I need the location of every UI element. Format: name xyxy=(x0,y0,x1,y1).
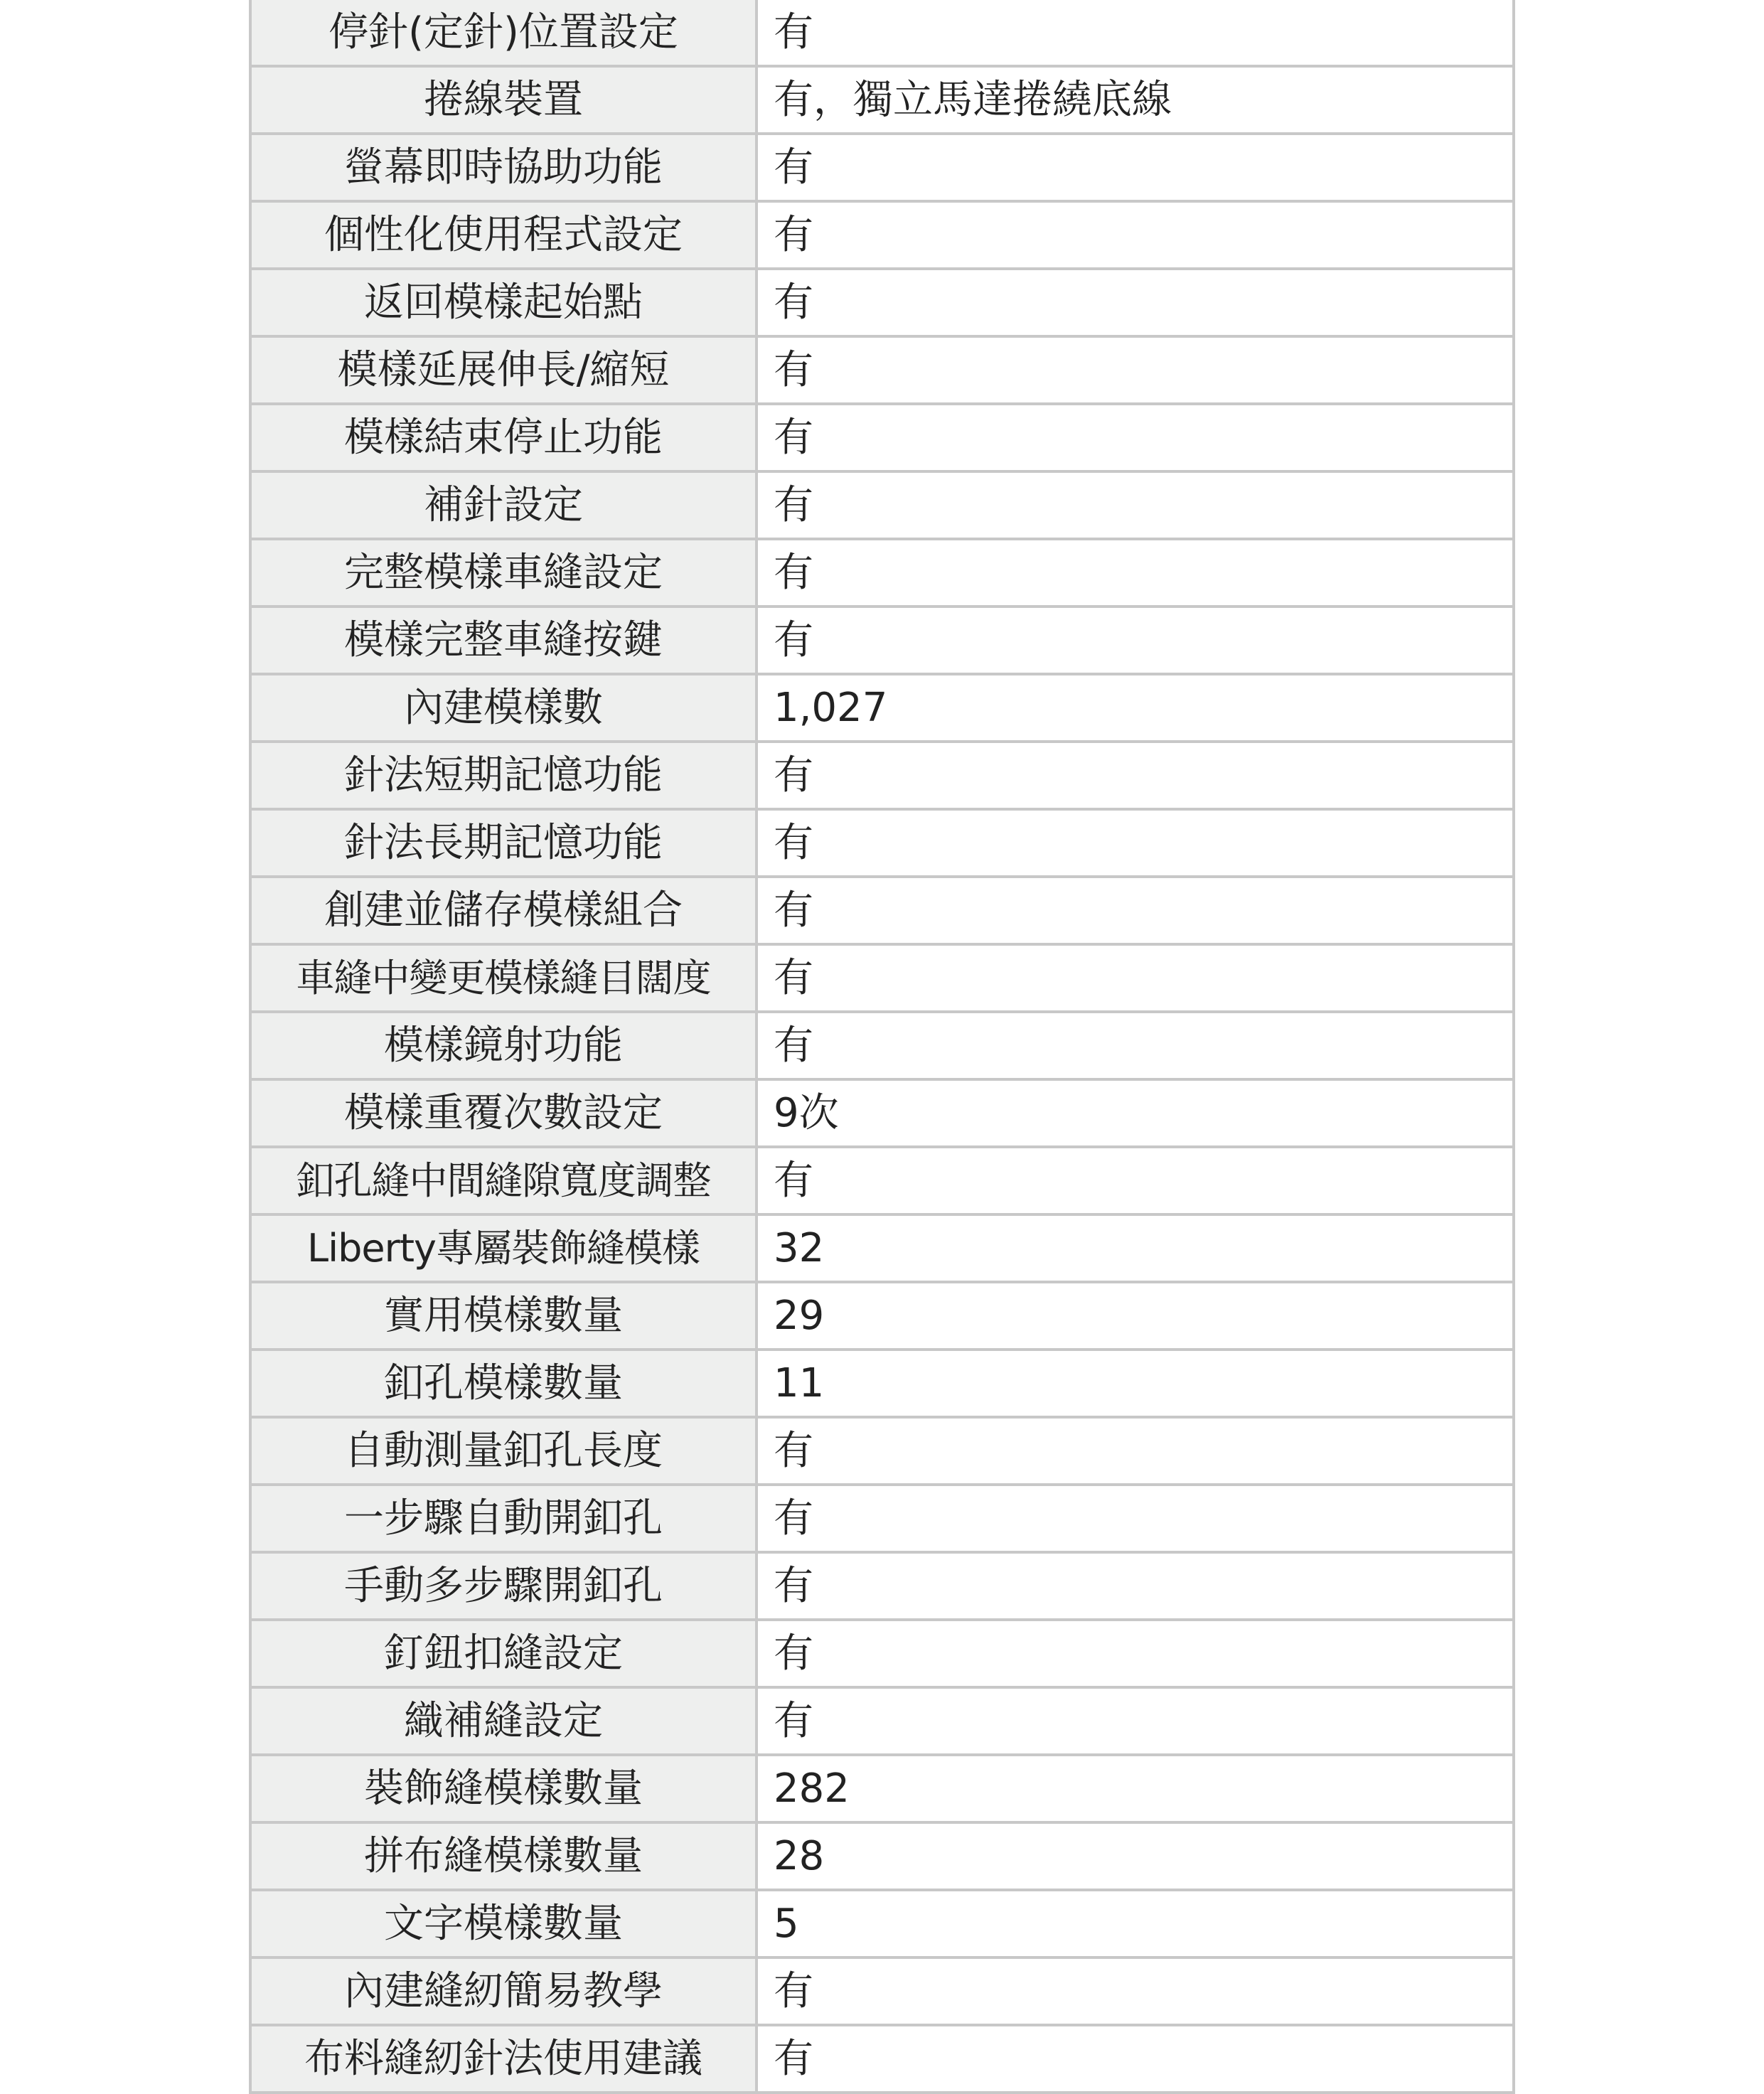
spec-label: 自動測量釦孔長度 xyxy=(250,1417,757,1485)
table-row xyxy=(250,1890,1514,1957)
table-row xyxy=(250,1485,1514,1552)
table-row xyxy=(250,2025,1514,2093)
table-row xyxy=(250,134,1514,201)
spec-label: 返回模樣起始點 xyxy=(250,269,757,336)
table-row xyxy=(250,1079,1514,1147)
table-row xyxy=(250,1822,1514,1890)
table-row xyxy=(250,742,1514,809)
table-row xyxy=(250,336,1514,404)
spec-label: 釦孔縫中間縫隙寬度調整 xyxy=(250,1147,757,1214)
table-row xyxy=(250,471,1514,539)
spec-label: 停針(定針)位置設定 xyxy=(250,0,757,66)
spec-label: 織補縫設定 xyxy=(250,1687,757,1755)
spec-label: 模樣重覆次數設定 xyxy=(250,1079,757,1147)
spec-value: 有 xyxy=(757,1552,1514,1620)
spec-value: 有 xyxy=(757,471,1514,539)
spec-value: 有 xyxy=(757,336,1514,404)
spec-label: Liberty專屬裝飾縫模樣 xyxy=(250,1214,757,1282)
spec-label: 布料縫紉針法使用建議 xyxy=(250,2025,757,2093)
spec-value: 有 xyxy=(757,1012,1514,1079)
spec-value: 有 xyxy=(757,1147,1514,1214)
spec-label: 手動多步驟開釦孔 xyxy=(250,1552,757,1620)
spec-value: 有 xyxy=(757,1957,1514,2025)
spec-value: 282 xyxy=(757,1755,1514,1822)
table-row xyxy=(250,1214,1514,1282)
spec-value: 有 xyxy=(757,944,1514,1012)
spec-value: 有 xyxy=(757,2025,1514,2093)
table-row xyxy=(250,1417,1514,1485)
spec-value: 有 xyxy=(757,809,1514,877)
spec-value: 29 xyxy=(757,1282,1514,1350)
spec-value: 有 xyxy=(757,0,1514,66)
spec-value: 有 xyxy=(757,1417,1514,1485)
spec-value: 有 xyxy=(757,1620,1514,1687)
table-row xyxy=(250,1350,1514,1417)
table-row xyxy=(250,539,1514,607)
table-row xyxy=(250,1552,1514,1620)
spec-value: 1,027 xyxy=(757,674,1514,742)
spec-label: 實用模樣數量 xyxy=(250,1282,757,1350)
spec-label: 模樣延展伸長/縮短 xyxy=(250,336,757,404)
spec-label: 模樣結束停止功能 xyxy=(250,404,757,471)
table-row xyxy=(250,1012,1514,1079)
spec-label: 針法長期記憶功能 xyxy=(250,809,757,877)
table-row xyxy=(250,1147,1514,1214)
spec-label: 完整模樣車縫設定 xyxy=(250,539,757,607)
table-row xyxy=(250,1620,1514,1687)
spec-value: 有 xyxy=(757,1687,1514,1755)
spec-value: 11 xyxy=(757,1350,1514,1417)
spec-label: 內建縫紉簡易教學 xyxy=(250,1957,757,2025)
spec-value: 9次 xyxy=(757,1079,1514,1147)
spec-table xyxy=(249,0,1515,2094)
spec-value: 5 xyxy=(757,1890,1514,1957)
spec-value: 有 xyxy=(757,134,1514,201)
spec-value: 有 xyxy=(757,404,1514,471)
spec-value: 有 xyxy=(757,877,1514,944)
table-row xyxy=(250,944,1514,1012)
table-row xyxy=(250,1687,1514,1755)
table-row xyxy=(250,201,1514,269)
spec-value: 有 xyxy=(757,607,1514,674)
spec-value: 有 xyxy=(757,742,1514,809)
table-row xyxy=(250,404,1514,471)
spec-label: 裝飾縫模樣數量 xyxy=(250,1755,757,1822)
spec-table-body xyxy=(250,0,1514,2093)
table-row xyxy=(250,809,1514,877)
spec-label: 釦孔模樣數量 xyxy=(250,1350,757,1417)
spec-value: 有 xyxy=(757,269,1514,336)
spec-label: 文字模樣數量 xyxy=(250,1890,757,1957)
spec-label: 模樣鏡射功能 xyxy=(250,1012,757,1079)
spec-value: 有，獨立馬達捲繞底線 xyxy=(757,66,1514,134)
spec-value: 有 xyxy=(757,1485,1514,1552)
spec-label: 車縫中變更模樣縫目闊度 xyxy=(250,944,757,1012)
table-row xyxy=(250,1957,1514,2025)
table-row xyxy=(250,674,1514,742)
spec-label: 一步驟自動開釦孔 xyxy=(250,1485,757,1552)
spec-value: 有 xyxy=(757,201,1514,269)
spec-label: 釘鈕扣縫設定 xyxy=(250,1620,757,1687)
spec-label: 針法短期記憶功能 xyxy=(250,742,757,809)
spec-value: 32 xyxy=(757,1214,1514,1282)
spec-label: 螢幕即時協助功能 xyxy=(250,134,757,201)
spec-label: 個性化使用程式設定 xyxy=(250,201,757,269)
table-row xyxy=(250,0,1514,66)
spec-label: 補針設定 xyxy=(250,471,757,539)
table-row xyxy=(250,877,1514,944)
table-row xyxy=(250,1755,1514,1822)
spec-label: 內建模樣數 xyxy=(250,674,757,742)
spec-value: 有 xyxy=(757,539,1514,607)
table-row xyxy=(250,269,1514,336)
spec-label: 拼布縫模樣數量 xyxy=(250,1822,757,1890)
table-row xyxy=(250,607,1514,674)
table-row xyxy=(250,66,1514,134)
spec-label: 模樣完整車縫按鍵 xyxy=(250,607,757,674)
spec-value: 28 xyxy=(757,1822,1514,1890)
table-row xyxy=(250,1282,1514,1350)
spec-label: 捲線裝置 xyxy=(250,66,757,134)
spec-label: 創建並儲存模樣組合 xyxy=(250,877,757,944)
